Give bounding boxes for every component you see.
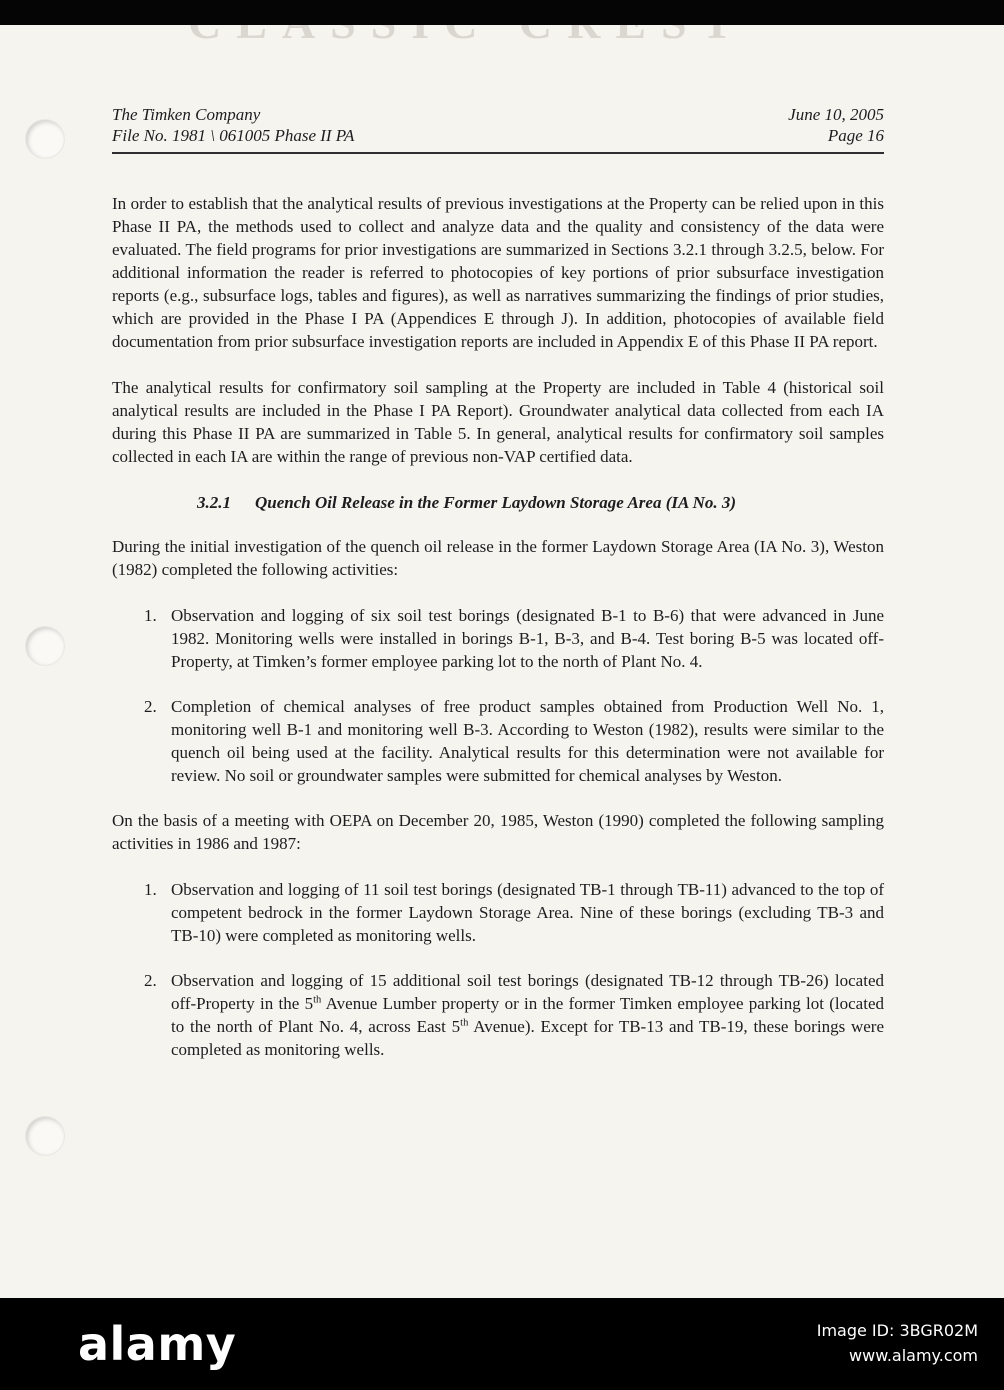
paragraph-weston-1982-intro: During the initial investigation of the quench oil release in the former Laydown Storage Area (IA No. 3), Weston (1982) completed the following activities: — [112, 537, 884, 579]
item-text: Observation and logging of 11 soil test borings (designated TB-1 through TB-11) advanced to the top of competent bedrock in the former Laydown Storage Area. Nine of these borings (excluding TB-3 and TB-10) were completed as monitoring wells. — [171, 880, 884, 945]
item-number: 2. — [144, 971, 157, 990]
section-number: 3.2.1 — [197, 493, 231, 512]
image-credit — [817, 1319, 978, 1369]
paragraph-analytical-results: The analytical results for confirmatory soil sampling at the Property are included in Table 4 (historical soil analytical results are included in the Phase I PA Report). Groundwater analytical data collected from each IA during this Phase II PA are summarized in Table 5. In general, analytical results for confirmatory soil samples collected in each IA are within the range of previous non-VAP certified data. — [112, 378, 884, 466]
alamy-logo: alamy — [78, 1317, 237, 1371]
document-date: June 10, 2005 — [788, 105, 884, 124]
item-number: 2. — [144, 697, 157, 716]
item-text: Observation and logging of six soil test borings (designated B-1 to B-6) that were advanced in June 1982. Monitoring wells were installed in borings B-1, B-3, and B-4. Test boring B-5 was located off-Property, at Timken’s former employee parking lot to the north of Plant No. 4. — [171, 606, 884, 671]
company-name: The Timken Company — [112, 105, 261, 124]
item-number: 1. — [144, 606, 157, 625]
item-number: 1. — [144, 880, 157, 899]
numbered-list-weston-1990 — [144, 878, 884, 1061]
punch-hole-icon — [26, 120, 64, 158]
alamy-watermark-bar — [0, 1298, 1004, 1390]
paragraph-oepa-meeting: On the basis of a meeting with OEPA on December 20, 1985, Weston (1990) completed the following sampling activities in 1986 and 1987: — [112, 811, 884, 853]
header-rule — [112, 152, 884, 154]
section-title: Quench Oil Release in the Former Laydown Storage Area (IA No. 3) — [255, 493, 737, 512]
header-left — [112, 104, 354, 146]
item-text-part: Avenue Lumber property or in the former Timken employee parking lot (located to the north of Plant No. 4, across East 5 — [171, 994, 885, 1036]
file-number: File No. 1981 \ 061005 Phase II PA — [112, 126, 355, 145]
top-black-bar — [0, 0, 1004, 25]
item-text — [171, 969, 884, 1061]
punch-hole-icon — [26, 627, 64, 665]
numbered-list-weston-1982 — [144, 604, 884, 787]
list-item — [144, 878, 884, 947]
item-text-part: Observation and logging of 15 additional soil test borings (designated TB-12 through TB-26) located off-Property in the 5 — [171, 971, 884, 1013]
page-number: Page 16 — [827, 126, 884, 145]
item-text: Completion of chemical analyses of free product samples obtained from Production Well No. 1, monitoring well B-1 and monitoring well B-3. According to Weston (1982), results were similar to the quench oil being used at the facility. Analytical results for this determination were not available for review. No soil or groundwater samples were submitted for chemical analyses by Weston. — [171, 697, 884, 785]
section-heading — [197, 491, 884, 514]
ordinal-superscript: th — [313, 994, 322, 1006]
list-item — [144, 969, 884, 1061]
list-item — [144, 604, 884, 673]
paragraph-intro: In order to establish that the analytical results of previous investigations at the Property can be relied upon in this Phase II PA, the methods used to collect and analyze data and the quality and consistency of the data were evaluated. The field programs for prior investigations are summarized in Sections 3.2.1 through 3.2.5, below. For additional information the reader is referred to photocopies of key portions of prior subsurface investigation reports (e.g., subsurface logs, tables and figures), as well as narratives summarizing the findings of prior studies, which are provided in the Phase I PA (Appendices E through J). In addition, photocopies of available field documentation from prior subsurface investigation reports are included in Appendix E of this Phase II PA report. — [112, 194, 884, 351]
alamy-url: www.alamy.com — [849, 1346, 978, 1365]
image-id: Image ID: 3BGR02M — [816, 1321, 978, 1341]
ordinal-superscript: th — [460, 1017, 469, 1029]
page-header — [112, 104, 884, 146]
header-right — [788, 104, 884, 146]
page-content — [112, 104, 884, 1083]
item-text-part: Avenue). Except for TB-13 and TB-19, these borings were completed as monitoring wells. — [171, 1017, 885, 1059]
punch-hole-icon — [26, 1117, 64, 1155]
list-item — [144, 695, 884, 787]
